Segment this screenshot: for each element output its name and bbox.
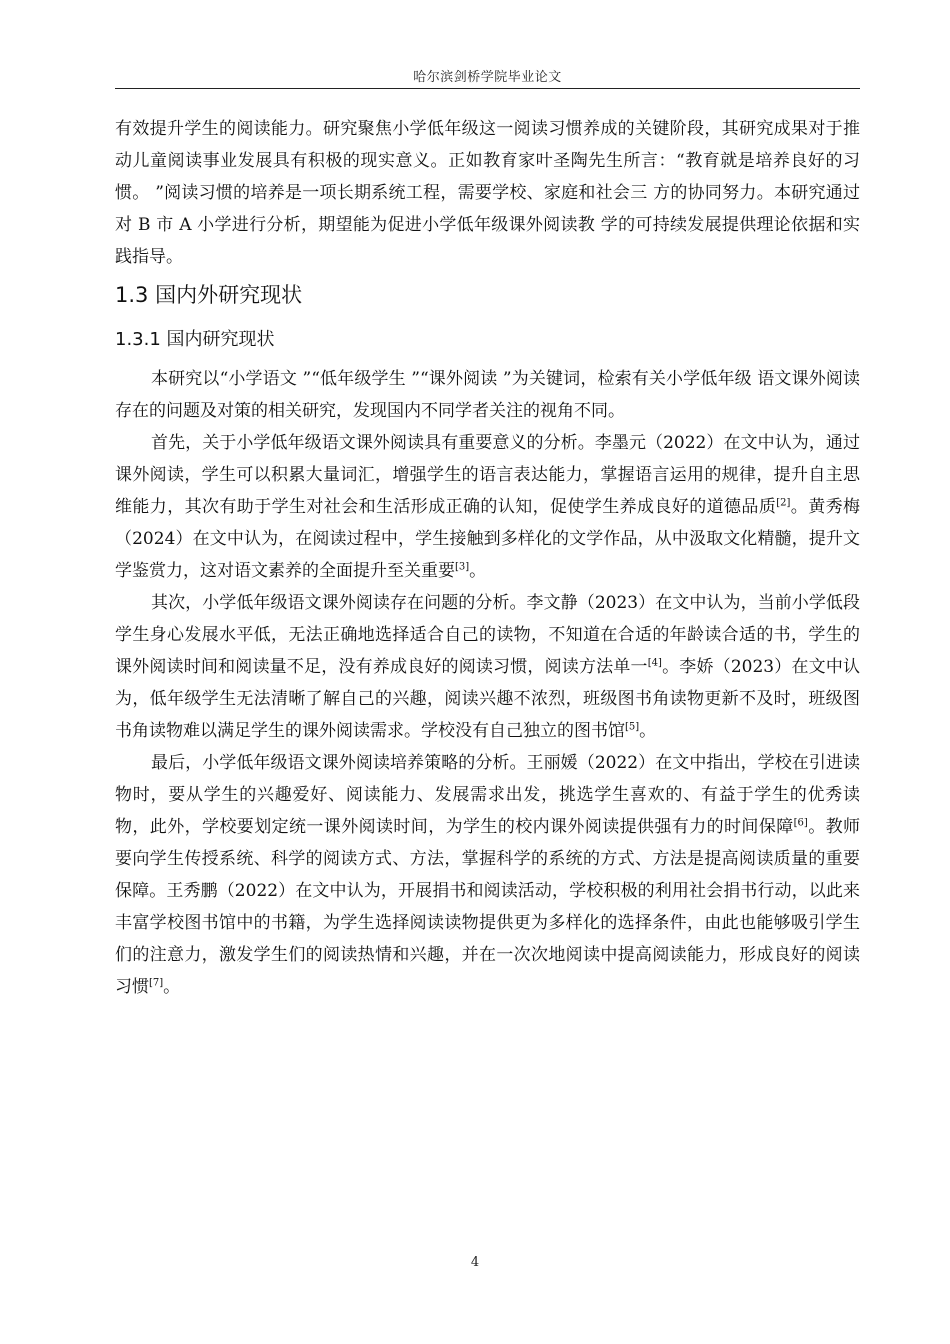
page-number: 4 xyxy=(470,1255,480,1270)
text-run: 。 xyxy=(469,561,487,581)
citation-ref: [3] xyxy=(455,561,470,573)
citation-ref: [4] xyxy=(647,657,662,669)
citation-ref: [2] xyxy=(776,497,791,509)
running-header: 哈尔滨剑桥学院毕业论文 xyxy=(413,70,562,85)
text-run: 。 xyxy=(163,977,181,997)
text-run: 最后，小学低年级语文课外阅读培养策略的分析。王丽媛（2022）在文中指出，学校在引进读物时，要从学生的兴趣爱好、阅读能力、发展需求出发，挑选学生喜欢的、有益于学生的优秀读物，此外，学校要划定统一课外阅读时间，为学生的校内课外阅读提供强有力的时间保障 xyxy=(115,753,860,837)
subsection-heading: 1.3.1 国内研究现状 xyxy=(115,329,275,350)
text-run: 。黄秀梅（2024）在文中认为，在阅读过程中，学生接触到多样化的文学作品，从中汲取文化精髓，提升文学鉴赏力，这对语文素养的全面提升至关重要 xyxy=(115,497,861,581)
citation-ref: [5] xyxy=(625,721,640,733)
text-run: 首先，关于小学低年级语文课外阅读具有重要意义的分析。李墨元（2022）在文中认为，通过课外阅读，学生可以积累大量词汇，增强学生的语言表达能力，掌握语言运用的规律，提升自主思维能力，其次有助于学生对社会和生活形成正确的认知，促使学生养成良好的道德品质 xyxy=(115,433,860,517)
paragraph-problems xyxy=(115,587,860,747)
citation-ref: [7] xyxy=(149,977,164,989)
paragraph-continued: 有效提升学生的阅读能力。研究聚焦小学低年级这一阅读习惯养成的关键阶段，其研究成果对于推动儿童阅读事业发展具有积极的现实意义。正如教育家叶圣陶先生所言：“教育就是培养良好的习惯。 ”阅读习惯的培养是一项长期系统工程，需要学校、家庭和社会三 方的协同努力。本研究通过对 B 市 A 小学进行分析，期望能为促进小学低年级课外阅读教 学的可持续发展提供理论依据和实践指导。 xyxy=(115,119,860,267)
citation-ref: [6] xyxy=(793,817,808,829)
paragraph-strategies xyxy=(115,747,860,1003)
header-rule xyxy=(115,88,860,89)
section-heading: 1.3 国内外研究现状 xyxy=(115,283,303,307)
paragraph-keywords: 本研究以“小学语文 ”“低年级学生 ”“课外阅读 ”为关键词，检索有关小学低年级 语文课外阅读存在的问题及对策的相关研究，发现国内不同学者关注的视角不同。 xyxy=(115,369,860,421)
text-run: 。 xyxy=(639,721,657,741)
thesis-body xyxy=(115,113,860,1003)
text-run: 。教师要向学生传授系统、科学的阅读方式、方法，掌握科学的系统的方式、方法是提高阅读质量的重要保障。王秀鹏（2022）在文中认为，开展捐书和阅读活动，学校积极的利用社会捐书行动，以此来丰富学校图书馆中的书籍，为学生选择阅读读物提供更为多样化的选择条件，由此也能够吸引学生们的注意力，激发学生们的阅读热情和兴趣，并在一次次地阅读中提高阅读能力，形成良好的阅读习惯 xyxy=(115,817,860,997)
text-run: 。李娇（2023）在文中认为，低年级学生无法清晰了解自己的兴趣，阅读兴趣不浓烈，班级图书角读物更新不及时，班级图书角读物难以满足学生的课外阅读需求。学校没有自己独立的图书馆 xyxy=(115,657,860,741)
paragraph-significance xyxy=(115,427,860,587)
text-run: 其次，小学低年级语文课外阅读存在问题的分析。李文静（2023）在文中认为，当前小学低段学生身心发展水平低，无法正确地选择适合自己的读物，不知道在合适的年龄读合适的书，学生的课外阅读时间和阅读量不足，没有养成良好的阅读习惯，阅读方法单一 xyxy=(115,593,860,677)
